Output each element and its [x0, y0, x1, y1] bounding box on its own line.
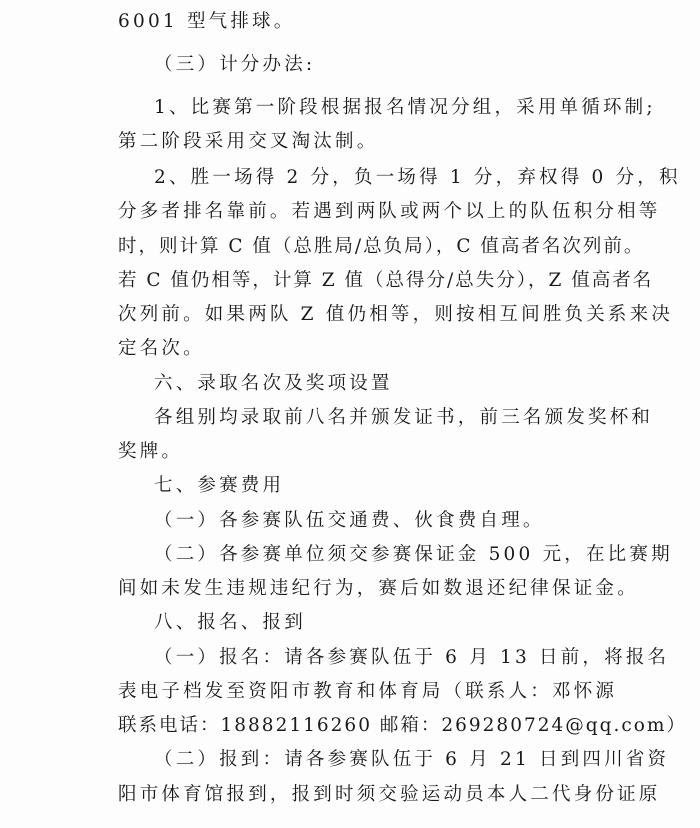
text-line-8: 若 C 值仍相等，计算 Z 值（总得分/总失分），Z 值高者名 [118, 270, 654, 291]
text-line-9: 次列前。如果两队 Z 值仍相等，则按相互间胜负关系来决 [118, 304, 674, 325]
contact-line: 联系电话：18882116260 邮箱：269280724@qq.com） [118, 715, 687, 736]
text-line-5: 2、胜一场得 2 分，负一场得 1 分，弃权得 0 分，积 [154, 167, 681, 188]
text-line-3: 1、比赛第一阶段根据报名情况分组，采用单循环制; [154, 97, 656, 118]
text-line-23: 阳市体育馆报到，报到时须交验运动员本人二代身份证原 [118, 784, 661, 805]
text-line-12: 各组别均录取前八名并颁发证书，前三名颁发奖杯和 [154, 407, 654, 428]
text-line-20: 表电子档发至资阳市教育和体育局（联系人：邓怀源 [118, 681, 618, 702]
section-heading-registration: 八、报名、报到 [154, 612, 306, 633]
text-line-7: 时，则计算 C 值（总胜局/总负局），C 值高者名次列前。 [118, 236, 645, 257]
text-line-10: 定名次。 [118, 338, 205, 359]
section-heading-awards: 六、录取名次及奖项设置 [154, 373, 393, 394]
text-line-13: 奖牌。 [118, 441, 184, 462]
text-line-22: （二）报到：请各参赛队伍于 6 月 21 日到四川省资 [154, 749, 670, 770]
text-line-4: 第二阶段采用交叉淘汰制。 [118, 131, 379, 152]
section-heading-scoring: （三）计分办法: [154, 54, 316, 75]
text-line-19: （一）报名：请各参赛队伍于 6 月 13 日前，将报名 [154, 647, 670, 668]
text-line-16: （二）各参赛单位须交参赛保证金 500 元，在比赛期 [154, 544, 673, 565]
section-heading-fees: 七、参赛费用 [154, 475, 285, 496]
text-line-1: 6001 型气排球。 [118, 11, 296, 32]
text-line-15: （一）各参赛队伍交通费、伙食费自理。 [154, 510, 545, 531]
text-line-6: 分多者排名靠前。若遇到两队或两个以上的队伍积分相等 [118, 201, 661, 222]
text-line-17: 间如未发生违规违纪行为，赛后如数退还纪律保证金。 [118, 578, 639, 599]
